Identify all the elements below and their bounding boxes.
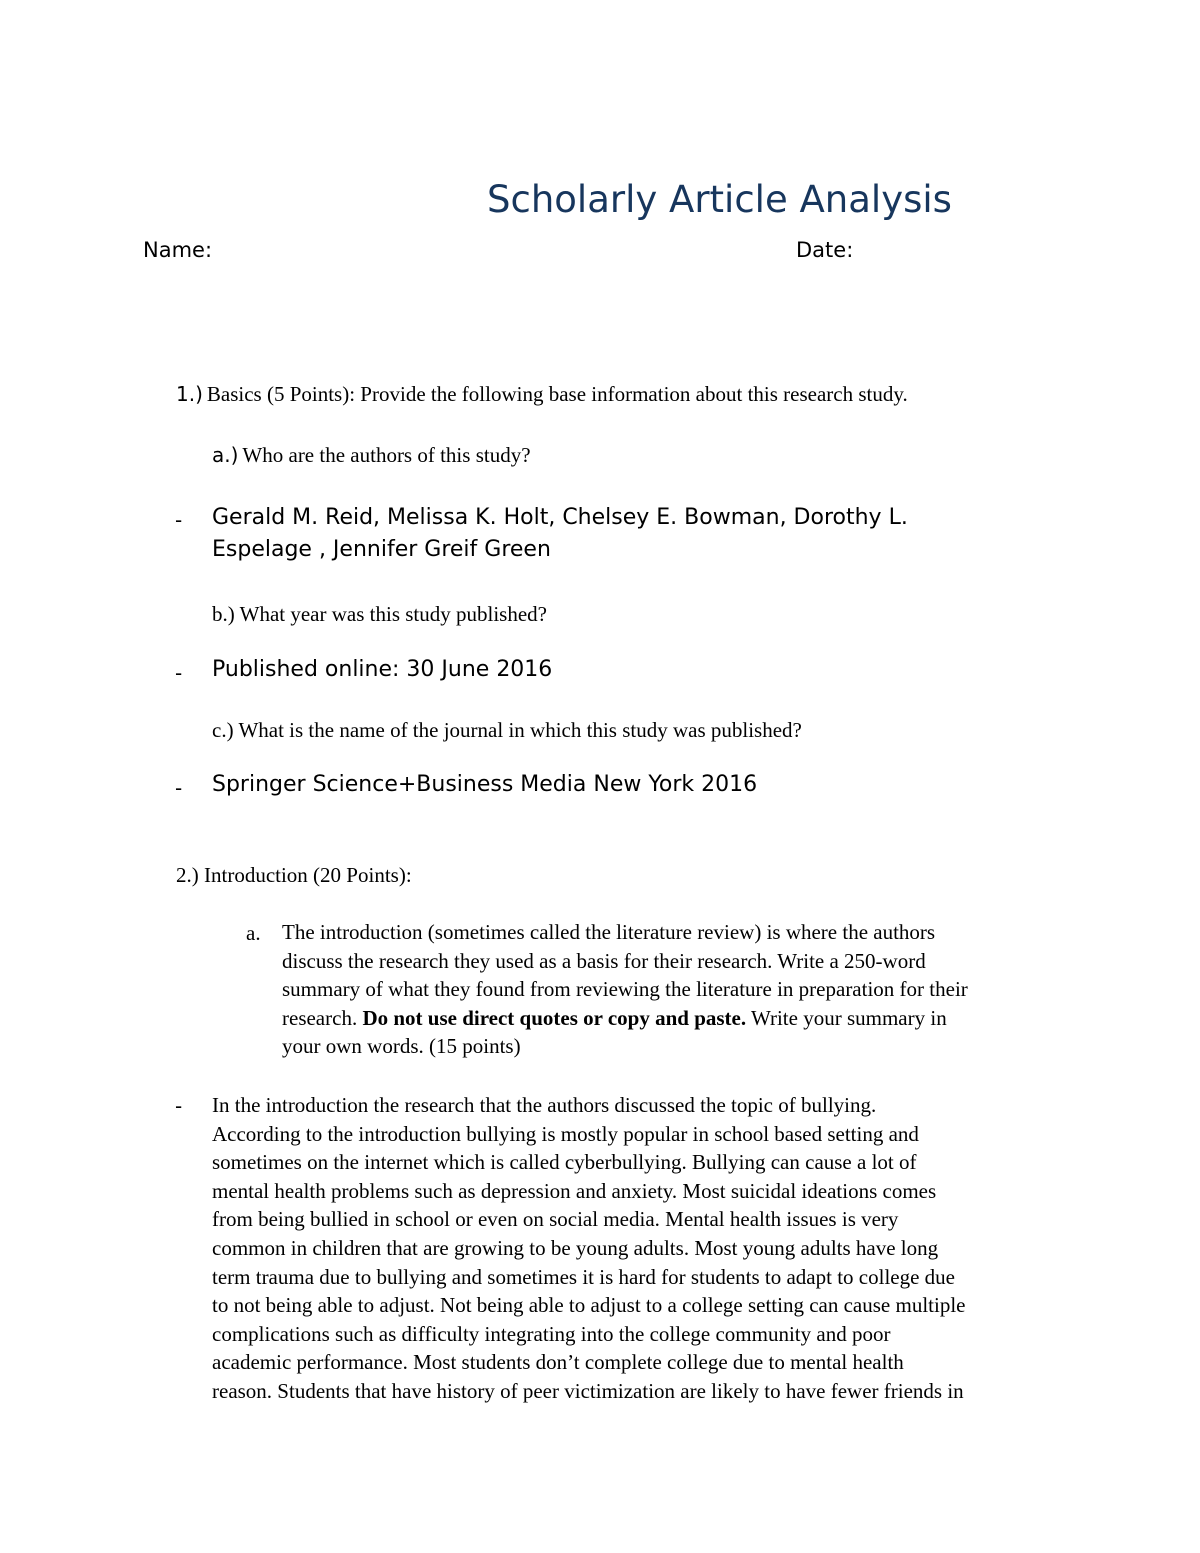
question-1-number: 1.) xyxy=(176,382,203,406)
question-1-text: Basics (5 Points): Provide the following base information about this research study. xyxy=(206,382,908,406)
answer-1b: Published online: 30 June 2016 xyxy=(212,657,553,682)
question-1 xyxy=(176,382,908,407)
question-2-text: Introduction (20 Points): xyxy=(204,863,412,887)
answer-1c: Springer Science+Business Media New York 2016 xyxy=(212,772,758,797)
question-2a-line: your own words. (15 points) xyxy=(282,1034,521,1059)
answer-2a-line: According to the introduction bullying is mostly popular in school based setting and xyxy=(212,1121,919,1146)
answer-2a-line: sometimes on the internet which is called cyberbullying. Bullying can cause a lot of xyxy=(212,1150,917,1175)
question-2a-line: discuss the research they used as a basis for their research. Write a 250-word xyxy=(282,948,926,973)
question-2a-line4-post: Write your summary in xyxy=(751,1005,947,1030)
question-1a-text: Who are the authors of this study? xyxy=(242,443,531,467)
question-1c-text: What is the name of the journal in which this study was published? xyxy=(238,718,802,742)
question-2a-label: a. xyxy=(246,921,261,945)
answer-2a-line: reason. Students that have history of peer victimization are likely to have fewer friends in xyxy=(212,1378,964,1403)
answer-2a-line: to not being able to adjust. Not being able to adjust to a college setting can cause multiple xyxy=(212,1293,966,1318)
answer-1a-line-1: Gerald M. Reid, Melissa K. Holt, Chelsey E. Bowman, Dorothy L. xyxy=(212,505,908,530)
question-1b-label: b.) xyxy=(212,602,235,626)
question-1a-label: a.) xyxy=(212,443,239,467)
question-1b-text: What year was this study published? xyxy=(239,602,547,626)
answer-1b-bullet: - xyxy=(175,661,183,685)
answer-2a-line: term trauma due to bullying and sometimes it is hard for students to adapt to college due xyxy=(212,1264,955,1289)
question-1a xyxy=(212,443,531,468)
question-1c-label: c.) xyxy=(212,718,234,742)
document-title: Scholarly Article Analysis xyxy=(487,178,952,221)
date-label: Date: xyxy=(796,238,854,262)
question-1c xyxy=(212,718,802,743)
answer-2a-line: complications such as difficulty integrating into the college community and poor xyxy=(212,1321,891,1346)
question-2-number: 2.) xyxy=(176,863,199,887)
question-1b xyxy=(212,602,547,627)
answer-2a-line: mental health problems such as depression and anxiety. Most suicidal ideations comes xyxy=(212,1178,937,1203)
answer-1a-line-2: Espelage , Jennifer Greif Green xyxy=(212,537,551,562)
answer-2a-line: from being bullied in school or even on social media. Mental health issues is very xyxy=(212,1207,899,1232)
answer-2a-paragraph xyxy=(212,1091,965,1406)
question-2a-line xyxy=(282,1004,968,1033)
answer-2a-bullet: - xyxy=(175,1094,183,1118)
question-2a-line4-pre: research. xyxy=(282,1005,358,1030)
question-2a-line: summary of what they found from reviewing the literature in preparation for their xyxy=(282,977,968,1002)
question-2a-line: The introduction (sometimes called the literature review) is where the authors xyxy=(282,920,936,944)
answer-2a-line: In the introduction the research that the authors discussed the topic of bullying. xyxy=(212,1093,877,1117)
answer-2a-line: academic performance. Most students don’t complete college due to mental health xyxy=(212,1350,904,1375)
answer-2a-line: common in children that are growing to be young adults. Most young adults have long xyxy=(212,1235,939,1260)
question-2a-instructions xyxy=(282,918,968,1061)
answer-1c-bullet: - xyxy=(175,776,183,800)
question-2a-emphasis: Do not use direct quotes or copy and paste. xyxy=(362,1005,747,1030)
name-label: Name: xyxy=(143,238,213,262)
answer-1a-bullet: - xyxy=(175,508,183,532)
question-2 xyxy=(176,863,412,888)
